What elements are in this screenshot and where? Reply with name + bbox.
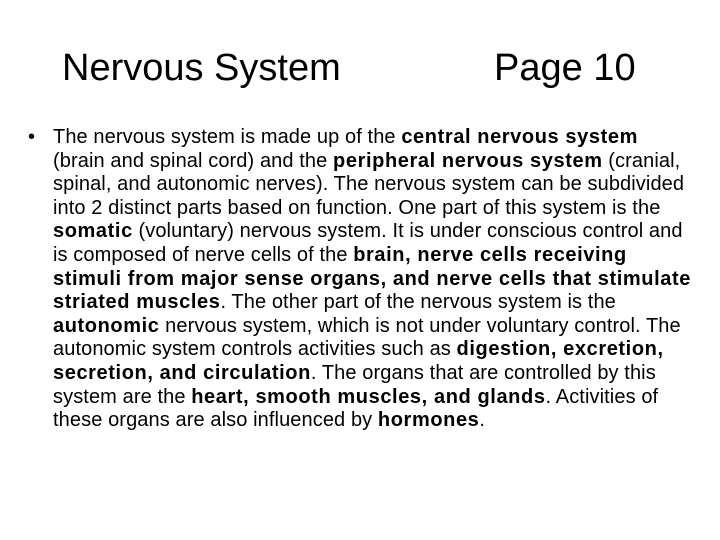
bullet-item [28, 126, 698, 433]
text-segment: . Activities of these organs are also influenced by [53, 385, 659, 432]
bold-term-controlled-organs: heart, smooth muscles, and glands [191, 385, 546, 408]
text-segment: . The other part of the nervous system is the [220, 291, 616, 314]
bold-term-somatic-components: brain, nerve cells receiving stimuli from major sense organs, and nerve cells that stimulate striated muscles [53, 243, 691, 314]
bold-term-somatic: somatic [53, 220, 133, 243]
text-segment: . The organs that are controlled by this system are the [53, 361, 656, 408]
text-segment: The nervous system is made up of the [53, 126, 402, 148]
page-number: Page 10 [494, 47, 636, 89]
slide-title: Nervous System [62, 47, 341, 89]
bold-term-central-nervous-system: central nervous system [401, 126, 638, 148]
bullet-paragraph [53, 126, 693, 433]
bold-term-peripheral-nervous-system: peripheral nervous system [333, 149, 603, 172]
bold-term-hormones: hormones [377, 409, 480, 432]
text-segment: (brain and spinal cord) and the [53, 149, 334, 172]
bullet-icon: • [28, 126, 36, 148]
bold-term-autonomic-activities: digestion, excretion, secretion, and circulation [53, 338, 664, 384]
text-segment: (cranial, spinal, and autonomic nerves). The nervous system can be subdivided into 2 distinct parts based on function. One part of this system is the [53, 149, 685, 219]
bold-term-autonomic: autonomic [53, 314, 160, 337]
text-segment: . [479, 409, 486, 432]
text-segment: (voluntary) nervous system. It is under conscious control and is composed of nerve cells of the [53, 220, 683, 266]
text-segment: nervous system, which is not under voluntary control. The autonomic system controls activities such as [53, 314, 681, 361]
